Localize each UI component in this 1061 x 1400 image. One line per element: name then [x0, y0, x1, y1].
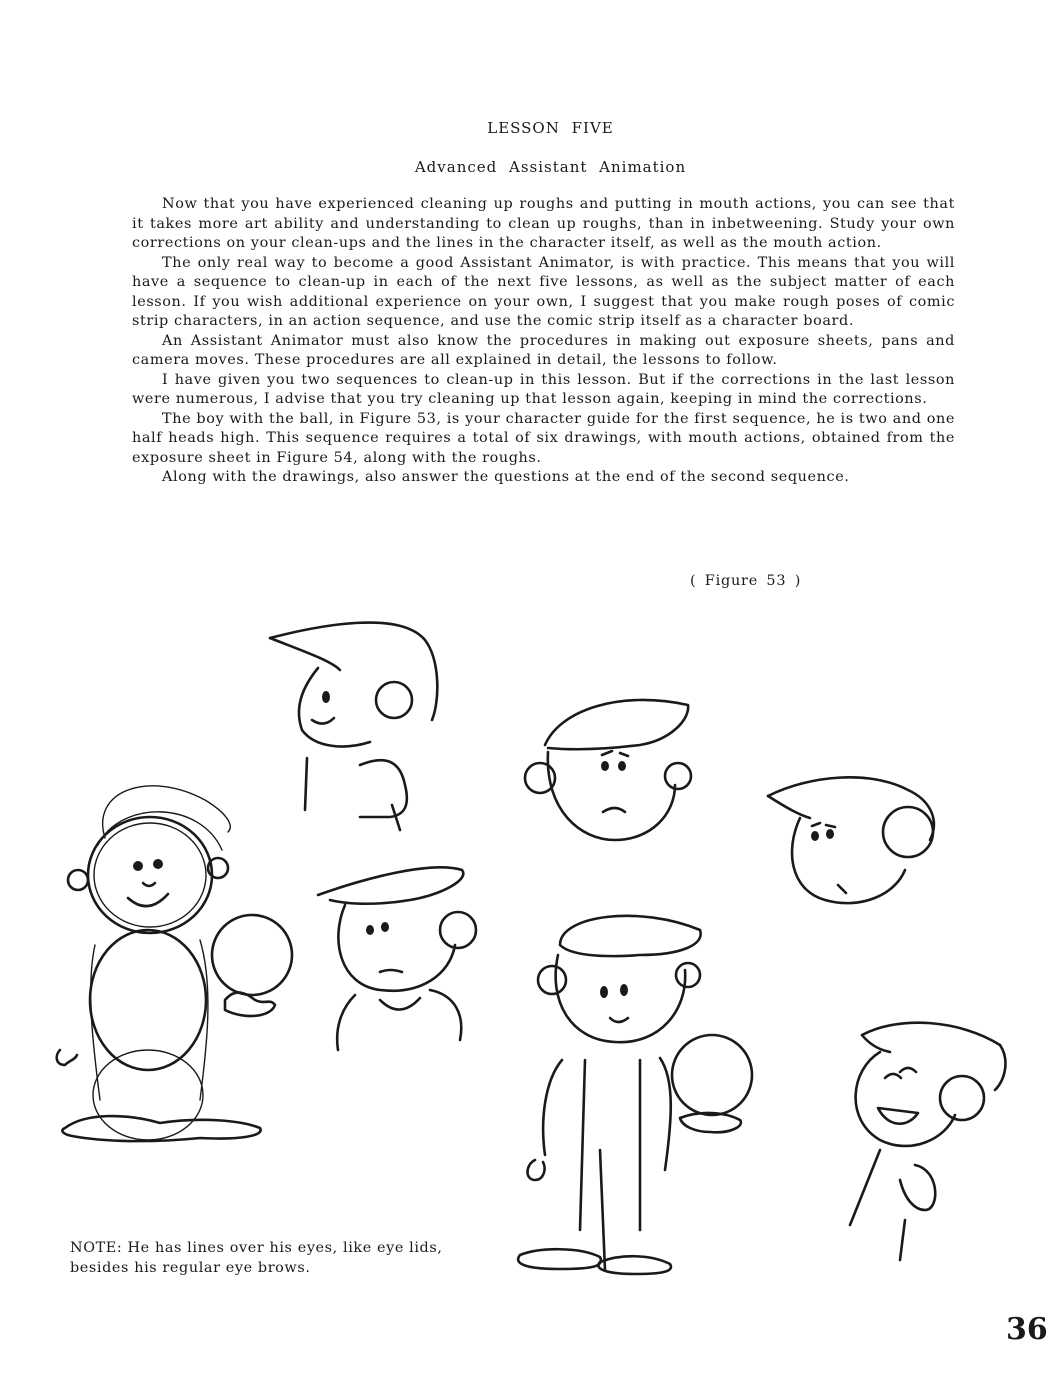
paragraph: An Assistant Animator must also know the procedures in making out exposure sheets, pans and camera moves. These procedures are all explained in detail, the lessons to follow.: [132, 332, 955, 368]
boy-with-ball-drawing: [518, 916, 752, 1274]
paragraph: The boy with the ball, in Figure 53, is your character guide for the first sequence, he is two and one half heads high. This sequence requires a total of six drawings, with mouth actions, obtained from the exposure sheet in Figure 54, along with the roughs.: [132, 410, 955, 466]
body-text: [132, 195, 955, 488]
profile-head-drawing: [270, 623, 437, 830]
paragraph: I have given you two sequences to clean-up in this lesson. But if the corrections in the last lesson were numerous, I advise that you try cleaning up that lesson again, keeping in mind the corrections.: [132, 371, 955, 407]
lesson-subtitle: Advanced Assistant Animation: [414, 158, 687, 176]
front-frowning-head-drawing: [525, 700, 691, 840]
page-number: 36: [1006, 1312, 1048, 1347]
note-line: NOTE: He has lines over his eyes, like eye lids,: [70, 1240, 443, 1256]
laughing-boy-drawing: [850, 1023, 1005, 1260]
worried-bust-drawing: [318, 867, 476, 1050]
paragraph: The only real way to become a good Assistant Animator, is with practice. This means that you will have a sequence to clean-up in each of the next five lessons, as well as the subject matter of each lesson. If you wish additional experience on your own, I suggest that you make rough poses of comic strip characters, in an action sequence, and use the comic strip itself as a character board.: [132, 254, 955, 329]
note-line: besides his regular eye brows.: [70, 1260, 311, 1276]
lesson-title: LESSON FIVE: [487, 119, 614, 137]
paragraph: Now that you have experienced cleaning up roughs and putting in mouth actions, you can see that it takes more art ability and understanding to clean up roughs, than in inbetweening. Study your own corrections on your clean-ups and the lines in the character itself, as well as the mouth action.: [132, 196, 955, 251]
character-model-sheet: [0, 600, 1061, 1300]
figure-caption: ( Figure 53 ): [690, 573, 802, 589]
rough-construction-drawing: [57, 786, 292, 1141]
note: [70, 1238, 443, 1278]
worried-head-drawing: [768, 777, 934, 903]
paragraph: Along with the drawings, also answer the questions at the end of the second sequence.: [162, 469, 850, 485]
